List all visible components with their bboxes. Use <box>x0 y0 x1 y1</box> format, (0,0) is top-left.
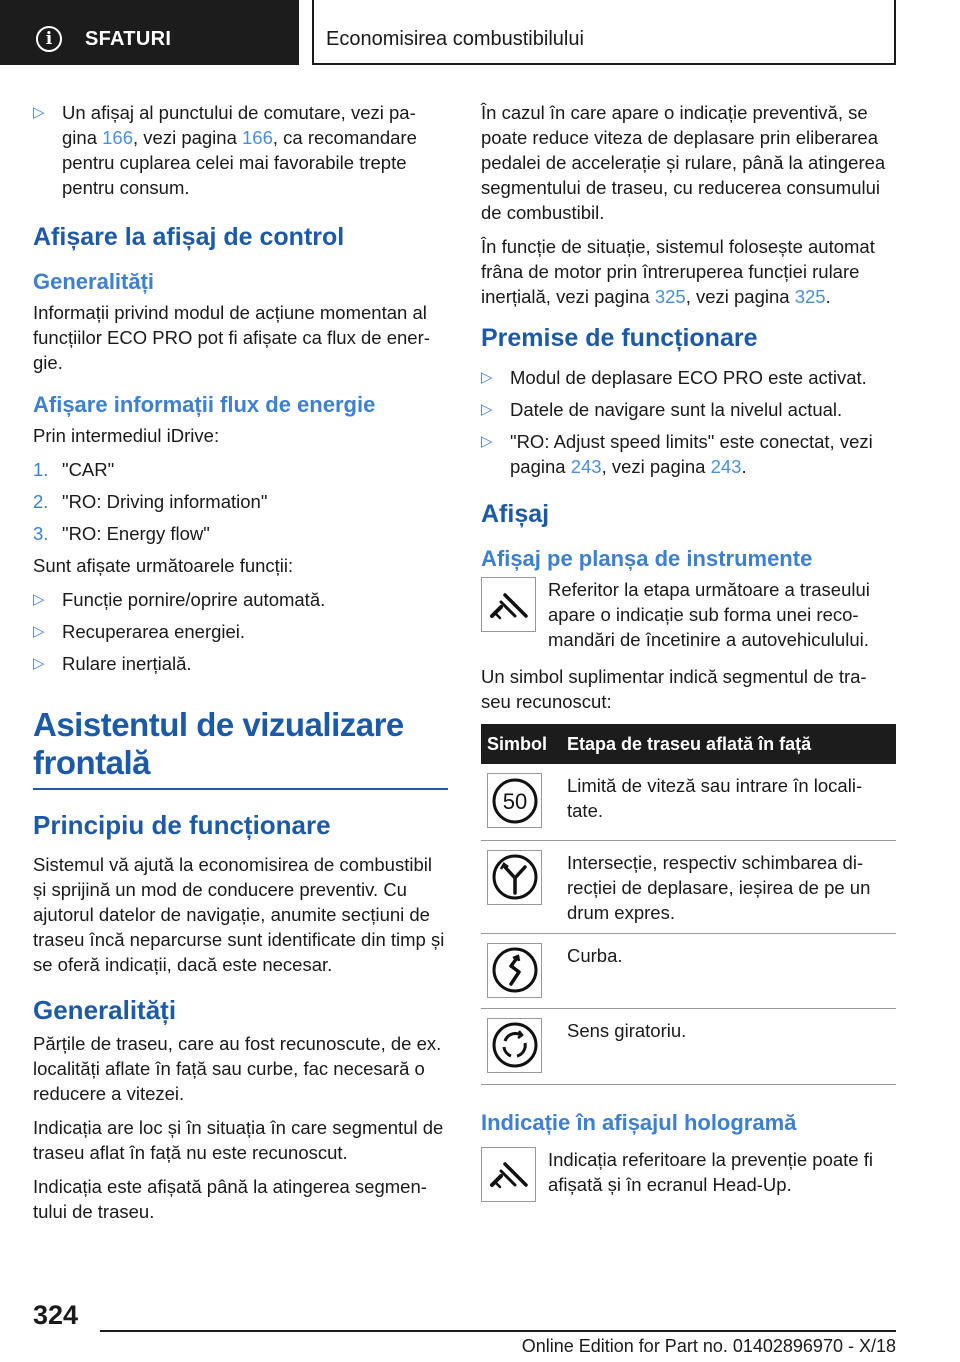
header-title-box <box>312 0 896 65</box>
list-item: ▷ Rulare inerțială. <box>33 653 192 674</box>
heading-generalitati: Generalități <box>33 269 155 294</box>
paragraph: Sunt afișate următoarele funcții: <box>33 555 294 576</box>
premise-list <box>481 365 896 479</box>
intro-list <box>33 100 448 200</box>
header-chapter-title: Economisirea combustibilului <box>326 28 584 50</box>
list-item: ▷ Un afișaj al punctului de comutare, vezi pa-gina 166, vezi pagina 166, ca recomandare pentru cuplarea celei mai favorabile trepte pentru consum. <box>33 102 417 198</box>
steps-list <box>33 457 448 546</box>
triangle-bullet-icon: ▷ <box>33 655 45 672</box>
table-header-symbol: Simbol <box>481 724 561 764</box>
slow-down-icon <box>481 1147 536 1202</box>
table-row <box>481 1008 896 1084</box>
page-link[interactable]: 166 <box>102 127 133 148</box>
paragraph: Părțile de traseu, care au fost recunoscute, de ex. localități aflate în față sau curbe, fac necesară o reducere a vitezei. <box>33 1033 442 1104</box>
chapter-title: Asistentul de vizualizare frontală <box>33 706 404 781</box>
slow-down-icon <box>481 577 536 632</box>
heading-plansa: Afișaj pe planșa de instrumente <box>481 546 813 571</box>
plansa-row <box>481 577 896 652</box>
list-item: 1. "CAR" <box>33 459 115 480</box>
triangle-bullet-icon: ▷ <box>481 401 493 418</box>
table-header-etapa: Etapa de traseu aflată în față <box>561 724 896 764</box>
paragraph: Indicația are loc și în situația în care segmentul de traseu aflat în față nu este recunoscut. <box>33 1117 444 1163</box>
table-row <box>481 840 896 933</box>
heading-afisare-control: Afișare la afișaj de control <box>33 223 345 251</box>
junction-icon <box>487 850 542 905</box>
heading-holograma: Indicație în afișajul hologramă <box>481 1109 797 1135</box>
triangle-bullet-icon: ▷ <box>33 591 45 608</box>
page-number: 324 <box>33 1300 79 1330</box>
triangle-bullet-icon: ▷ <box>481 433 493 450</box>
functions-list <box>33 587 448 676</box>
page-link[interactable]: 325 <box>654 286 686 307</box>
table-cell: Sens giratoriu. <box>561 1008 896 1084</box>
paragraph: Indicația este afișată până la atingerea segmen-tului de traseu. <box>33 1176 427 1222</box>
list-item: ▷ "RO: Adjust speed limits" este conectat, vezi pagina 243, vezi pagina 243. <box>481 431 873 477</box>
table-cell: Limită de viteză sau intrare în locali-tate. <box>561 764 896 840</box>
holograma-row <box>481 1147 896 1202</box>
title-divider <box>33 788 448 790</box>
page-link[interactable]: 243 <box>570 456 602 477</box>
page-link[interactable]: 243 <box>710 456 742 477</box>
heading-generalitati-2: Generalități <box>33 995 177 1025</box>
heading-flux-energie: Afișare informații flux de energie <box>33 392 376 417</box>
list-item: ▷ Modul de deplasare ECO PRO este activat. <box>481 367 867 388</box>
paragraph: Prin intermediul iDrive: <box>33 425 220 446</box>
footer-divider <box>100 1330 896 1332</box>
triangle-bullet-icon: ▷ <box>481 369 493 386</box>
page-link[interactable]: 166 <box>242 127 273 148</box>
speed-limit-50-icon <box>487 773 542 828</box>
list-item: ▷ Recuperarea energiei. <box>33 621 246 642</box>
roundabout-icon <box>487 1018 542 1073</box>
list-item: ▷ Datele de navigare sunt la nivelul actual. <box>481 399 843 420</box>
paragraph: Indicația referitoare la prevenție poate fi afișată și în ecranul Head-Up. <box>548 1148 873 1195</box>
heading-principiu: Principiu de funcționare <box>33 810 331 840</box>
heading-premise: Premise de funcționare <box>481 324 758 352</box>
paragraph: Referitor la etapa următoare a traseului apare o indicație sub forma unei reco-mandări de încetinire a autovehiculului. <box>548 579 870 650</box>
heading-afisaj: Afișaj <box>481 500 550 528</box>
left-column <box>33 100 448 1233</box>
symbol-table <box>481 724 896 1085</box>
paragraph: În funcție de situație, sistemul folosește automat frâna de motor prin întreruperea funcției rulare inerțială, vezi pagina 325, vezi pagina 325. <box>481 236 875 307</box>
list-item: 2. "RO: Driving information" <box>33 491 268 512</box>
paragraph: Un simbol suplimentar indică segmentul de tra-seu recunoscut: <box>481 666 867 712</box>
table-row <box>481 764 896 840</box>
page-link[interactable]: 325 <box>794 286 826 307</box>
header-section-tab <box>0 0 299 65</box>
table-cell: Intersecție, respectiv schimbarea di-recției de deplasare, ieșirea de pe un drum expres. <box>561 840 896 933</box>
table-row <box>481 933 896 1008</box>
paragraph: Sistemul vă ajută la economisirea de combustibil și sprijină un mod de conducere preventiv. Cu ajutorul datelor de navigație, anumite secțiuni de traseu încă neparcurse sunt identificate din timp și se oferă indicații, dacă este necesar. <box>33 854 445 975</box>
info-icon: i <box>36 26 62 52</box>
triangle-bullet-icon: ▷ <box>33 623 45 640</box>
header-section-label: SFATURI <box>85 28 172 50</box>
paragraph: În cazul în care apare o indicație preventivă, se poate reduce viteza de deplasare prin eliberarea pedalei de accelerație și rulare, până la atingerea segmentului de traseu, cu reducerea consumului de combustibil. <box>481 102 886 223</box>
footer-edition: Online Edition for Part no. 01402896970 - X/18 <box>521 1336 896 1356</box>
list-item: ▷ Funcție pornire/oprire automată. <box>33 589 326 610</box>
curve-icon <box>487 943 542 998</box>
list-item: 3. "RO: Energy flow" <box>33 523 210 544</box>
triangle-bullet-icon: ▷ <box>33 104 45 121</box>
right-column <box>481 100 896 1214</box>
table-cell: Curba. <box>561 933 896 1008</box>
svg-text:50: 50 <box>502 788 527 814</box>
paragraph: Informații privind modul de acțiune momentan al funcțiilor ECO PRO pot fi afișate ca flux de ener-gie. <box>33 302 430 373</box>
